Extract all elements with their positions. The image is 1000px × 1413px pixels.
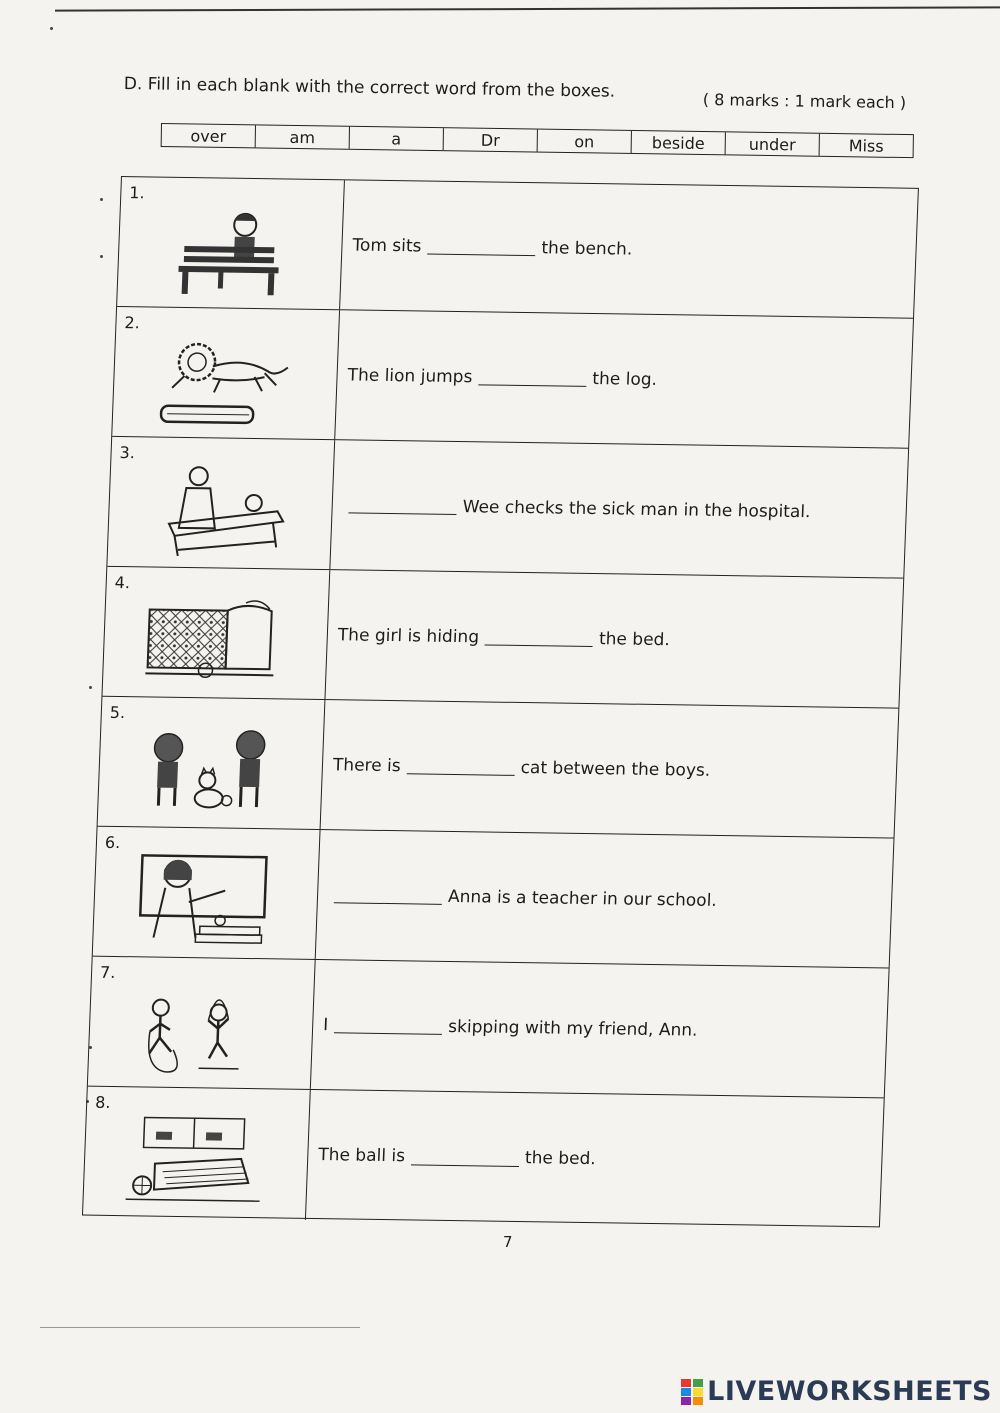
bottom-rule <box>40 1327 360 1328</box>
question-number: 5. <box>109 702 126 723</box>
sentence <box>330 440 908 577</box>
ball-beside-bed-illustration <box>123 1111 267 1213</box>
question-number: 8. <box>94 1092 111 1112</box>
scan-speck <box>89 686 92 689</box>
scan-speck <box>100 255 103 258</box>
word-bank-cell: beside <box>632 131 726 154</box>
sentence <box>311 960 889 1097</box>
answer-blank[interactable] <box>485 628 594 647</box>
picture-cell <box>112 307 340 439</box>
word-bank <box>161 123 914 158</box>
question-number: 2. <box>124 313 141 333</box>
sentence <box>340 180 918 317</box>
marks-note: ( 8 marks : 1 mark each ) <box>702 90 907 113</box>
picture-cell <box>117 177 345 309</box>
sentence <box>306 1090 884 1228</box>
sentence-before: The ball is <box>317 1145 406 1167</box>
answer-blank[interactable] <box>406 757 515 776</box>
question-number: 3. <box>119 443 136 463</box>
picture-cell <box>93 827 321 959</box>
question-number: 1. <box>129 183 146 203</box>
question-row <box>102 567 903 709</box>
sentence-before: Tom sits <box>352 234 422 256</box>
top-rule <box>55 6 1000 11</box>
word-bank-cell: under <box>726 132 820 155</box>
sentence-before: There is <box>332 754 402 776</box>
question-number: 6. <box>104 832 121 853</box>
sentence-after: Wee checks the sick man in the hospital. <box>462 496 811 522</box>
sentence-after: the bench. <box>541 237 633 260</box>
picture-cell <box>83 1087 311 1220</box>
picture-cell <box>88 957 316 1089</box>
answer-blank[interactable] <box>334 886 443 905</box>
sentence-before: The girl is hiding <box>337 624 480 647</box>
sentence-before: The lion jumps <box>347 364 473 387</box>
page-number: 7 <box>503 1233 513 1251</box>
question-row <box>107 437 908 579</box>
question-number: 7. <box>99 962 116 982</box>
word-bank-cell: am <box>256 125 350 148</box>
girl-under-bed-illustration <box>143 591 287 693</box>
doctor-patient-illustration <box>148 461 292 563</box>
question-row <box>88 957 889 1099</box>
question-number: 4. <box>114 572 131 593</box>
scan-speck <box>100 198 103 201</box>
children-skipping-illustration <box>128 981 272 1083</box>
question-row <box>93 827 894 969</box>
picture-cell <box>107 437 335 569</box>
question-row <box>112 307 913 449</box>
word-bank-cell: Dr <box>444 128 538 151</box>
teacher-blackboard-illustration <box>133 851 277 953</box>
question-row <box>83 1087 884 1229</box>
boy-on-bench-illustration <box>157 202 301 304</box>
scan-speck <box>50 27 53 30</box>
cat-between-boys-illustration <box>138 721 282 823</box>
instruction: D. Fill in each blank with the correct word from the boxes. <box>123 74 616 102</box>
sentence <box>316 830 894 967</box>
sentence-before: I <box>322 1014 329 1035</box>
sentence <box>325 570 903 707</box>
sentence-after: cat between the boys. <box>520 757 711 781</box>
answer-blank[interactable] <box>348 496 457 515</box>
sentence <box>321 700 899 837</box>
word-bank-cell: over <box>162 124 256 147</box>
picture-cell <box>102 567 330 699</box>
brand-logo-icon <box>681 1379 703 1405</box>
word-bank-cell: a <box>350 127 444 150</box>
answer-blank[interactable] <box>334 1016 443 1035</box>
sentence <box>335 310 913 447</box>
lion-jumping-log-illustration <box>152 332 296 434</box>
sentence-after: the bed. <box>524 1148 597 1170</box>
picture-cell <box>98 697 326 829</box>
answer-blank[interactable] <box>478 368 587 387</box>
question-row <box>98 697 899 839</box>
word-bank-cell: Miss <box>848 135 884 156</box>
question-table <box>82 176 919 1227</box>
sentence-after: skipping with my friend, Ann. <box>447 1016 698 1041</box>
sentence-after: Anna is a teacher in our school. <box>447 886 718 911</box>
word-bank-cell: on <box>538 130 632 153</box>
brand-name: LIVEWORKSHEETS <box>707 1376 992 1407</box>
sentence-after: the bed. <box>598 628 671 650</box>
brand-watermark <box>681 1376 992 1407</box>
answer-blank[interactable] <box>427 238 536 257</box>
sentence-after: the log. <box>592 368 658 390</box>
answer-blank[interactable] <box>411 1148 520 1167</box>
question-row <box>117 177 918 319</box>
